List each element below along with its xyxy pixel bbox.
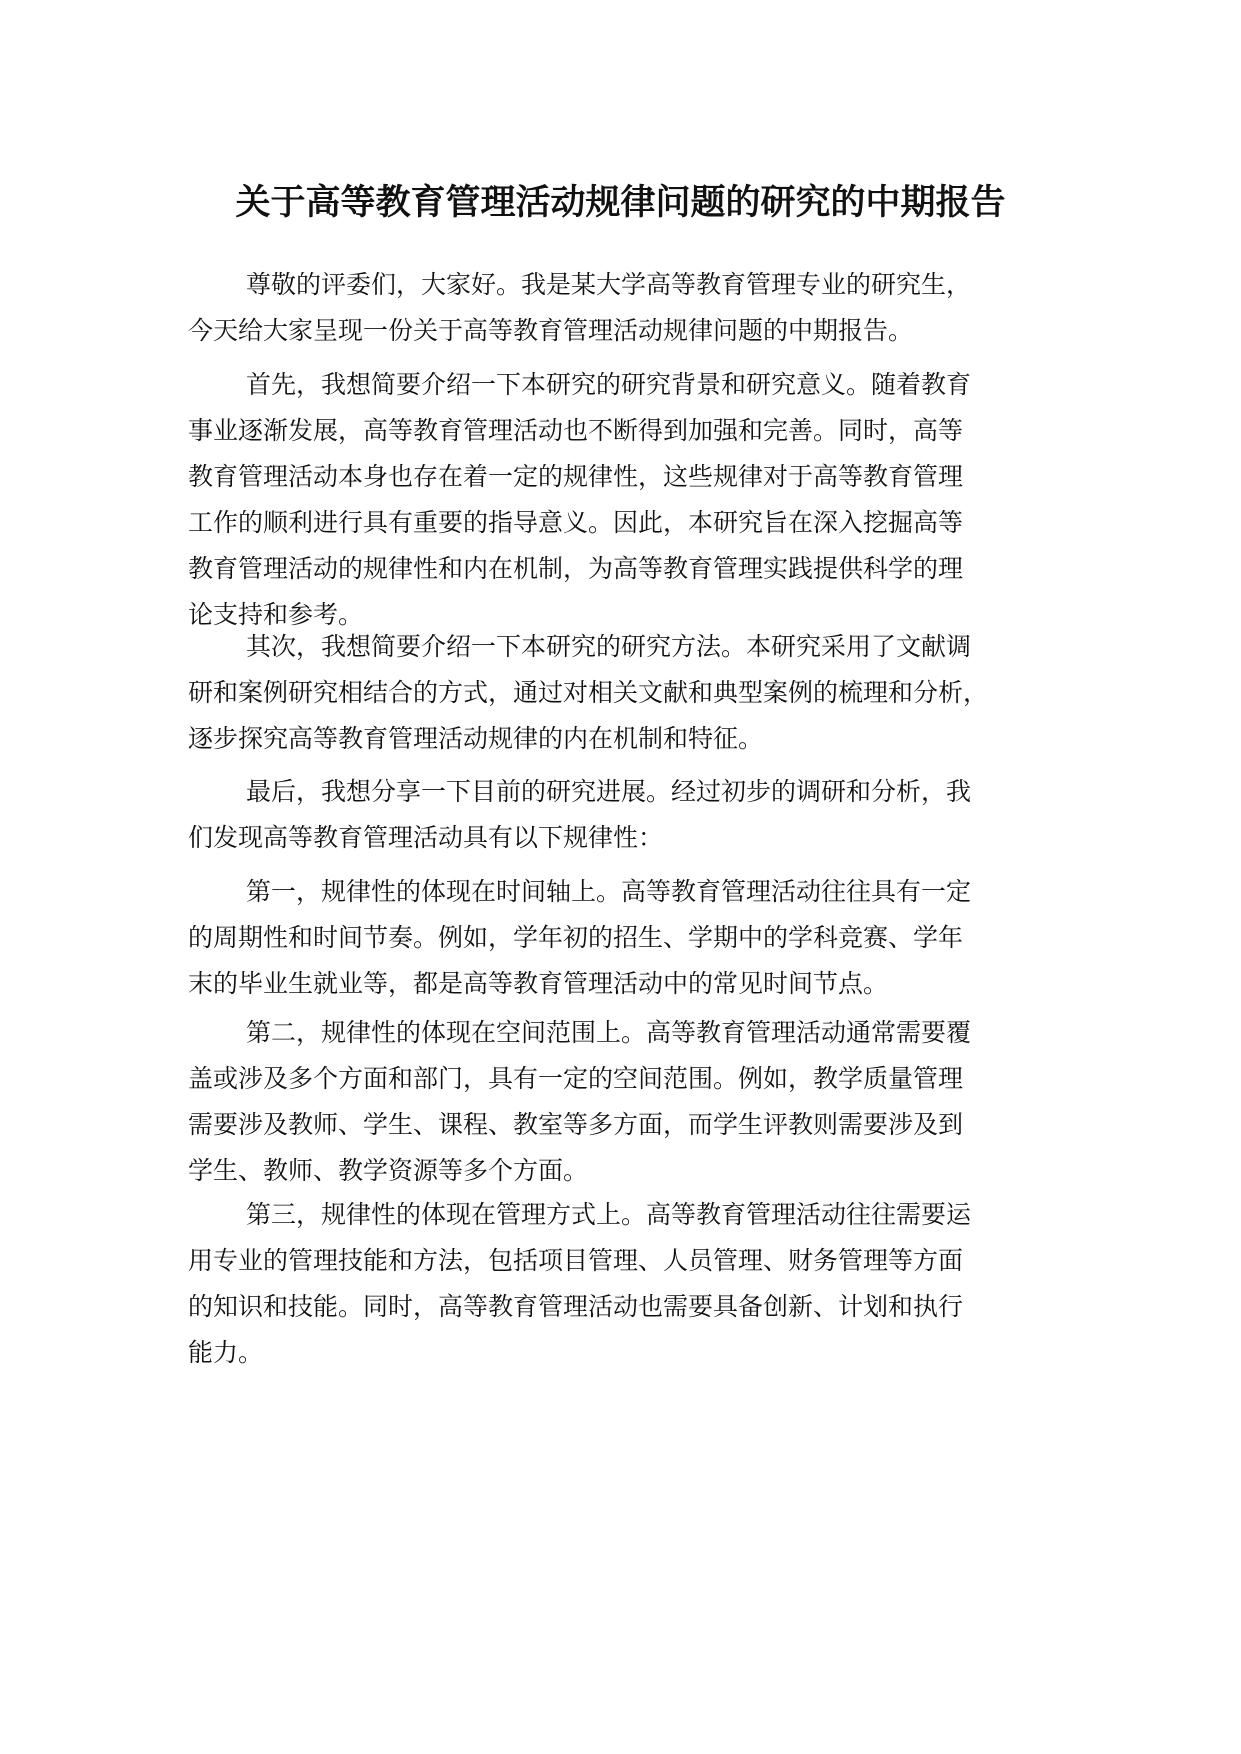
paragraph-1: [188, 262, 1088, 354]
paragraph-line: [188, 1056, 1088, 1102]
line-text: 第一，规律性的体现在时间轴上。高等教育管理活动往往具有一定: [246, 877, 972, 906]
paragraph-line: [188, 1238, 1088, 1284]
line-text: 的周期性和时间节奏。例如，学年初的招生、学期中的学科竞赛、学年: [188, 923, 964, 952]
line-text: 第三，规律性的体现在管理方式上。高等教育管理活动往往需要运: [246, 1200, 972, 1229]
line-text: 能力。: [188, 1338, 264, 1367]
line-text: 学生、教师、教学资源等多个方面。: [188, 1156, 589, 1185]
paragraph-line: [188, 454, 1088, 500]
paragraph-line: [188, 624, 1088, 670]
document-title: 关于高等教育管理活动规律问题的研究的中期报告: [235, 183, 1006, 223]
paragraph-line: [188, 1284, 1088, 1330]
paragraph-line: [188, 546, 1088, 592]
line-text: 论支持和参考。: [188, 600, 364, 629]
paragraph-line: [188, 362, 1088, 408]
paragraph-line: [188, 408, 1088, 454]
paragraph-line: [188, 869, 1088, 915]
line-text: 今天给大家呈现一份关于高等教育管理活动规律问题的中期报告。: [188, 316, 914, 345]
line-text: 首先，我想简要介绍一下本研究的研究背景和研究意义。随着教育: [246, 370, 972, 399]
paragraph-line: [188, 262, 1088, 308]
paragraph-line: [188, 961, 1088, 1007]
paragraph-line: [188, 1148, 1088, 1194]
line-text: 需要涉及教师、学生、课程、教室等多方面，而学生评教则需要涉及到: [188, 1110, 964, 1139]
line-text: 逐步探究高等教育管理活动规律的内在机制和特征。: [188, 724, 764, 753]
paragraph-5: [188, 869, 1088, 1007]
line-text: 工作的顺利进行具有重要的指导意义。因此，本研究旨在深入挖掘高等: [188, 508, 964, 537]
paragraph-line: [188, 1192, 1088, 1238]
paragraph-line: [188, 815, 1088, 861]
paragraph-line: [188, 1010, 1088, 1056]
line-text: 其次，我想简要介绍一下本研究的研究方法。本研究采用了文献调: [246, 632, 972, 661]
line-text: 的知识和技能。同时，高等教育管理活动也需要具备创新、计划和执行: [188, 1292, 964, 1321]
line-text: 们发现高等教育管理活动具有以下规律性：: [188, 823, 664, 852]
line-text: 末的毕业生就业等，都是高等教育管理活动中的常见时间节点。: [188, 969, 889, 998]
paragraph-line: [188, 915, 1088, 961]
paragraph-6: [188, 1010, 1088, 1194]
paragraph-line: [188, 308, 1088, 354]
paragraph-3: [188, 624, 1088, 762]
paragraph-line: [188, 769, 1088, 815]
line-text: 用专业的管理技能和方法，包括项目管理、人员管理、财务管理等方面: [188, 1246, 964, 1275]
line-text: 第二，规律性的体现在空间范围上。高等教育管理活动通常需要覆: [246, 1018, 972, 1047]
line-text: 事业逐渐发展，高等教育管理活动也不断得到加强和完善。同时，高等: [188, 416, 964, 445]
paragraph-4: [188, 769, 1088, 861]
paragraph-7: [188, 1192, 1088, 1376]
line-text: 盖或涉及多个方面和部门，具有一定的空间范围。例如，教学质量管理: [188, 1064, 964, 1093]
line-text: 教育管理活动的规律性和内在机制，为高等教育管理实践提供科学的理: [188, 554, 964, 583]
paragraph-line: [188, 670, 1088, 716]
paragraph-line: [188, 1102, 1088, 1148]
paragraph-line: [188, 1330, 1088, 1376]
paragraph-2: [188, 362, 1088, 638]
line-text: 最后，我想分享一下目前的研究进展。经过初步的调研和分析，我: [246, 777, 972, 806]
line-text: 教育管理活动本身也存在着一定的规律性，这些规律对于高等教育管理: [188, 462, 964, 491]
paragraph-line: [188, 716, 1088, 762]
line-text: 尊敬的评委们，大家好。我是某大学高等教育管理专业的研究生，: [246, 270, 972, 299]
paragraph-line: [188, 500, 1088, 546]
line-text: 研和案例研究相结合的方式，通过对相关文献和典型案例的梳理和分析，: [188, 678, 989, 707]
